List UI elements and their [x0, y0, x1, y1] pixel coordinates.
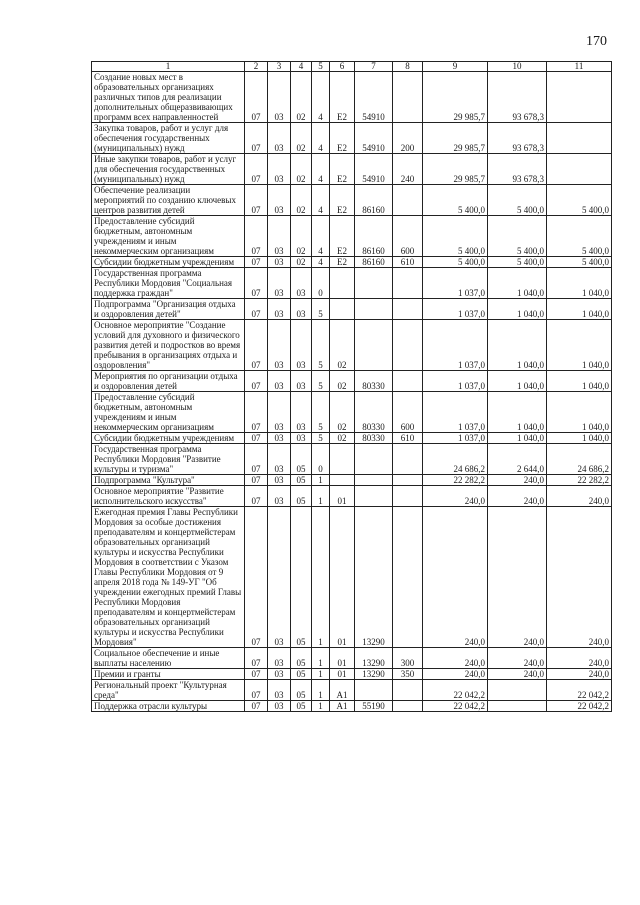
amount-col-9-cell: 29 985,7 — [423, 72, 488, 123]
amount-col-9-cell: 1 037,0 — [423, 392, 488, 433]
amount-col-9-cell: 22 042,2 — [423, 680, 488, 701]
code-subsection-cell: 03 — [268, 507, 291, 648]
code-program-cell: 03 — [291, 433, 312, 444]
code-event-cell: E2 — [330, 154, 355, 185]
amount-col-9-cell: 1 037,0 — [423, 299, 488, 320]
code-program-cell: 02 — [291, 185, 312, 216]
item-name-cell: Субсидии бюджетным учреждениям — [92, 257, 245, 268]
code-section-cell: 07 — [245, 320, 268, 371]
code-section-cell: 07 — [245, 123, 268, 154]
table-row — [92, 299, 612, 320]
item-name-cell: Региональный проект "Культурная среда" — [92, 680, 245, 701]
amount-col-11-cell: 1 040,0 — [547, 392, 612, 433]
code-section-cell: 07 — [245, 444, 268, 475]
code-program-cell: 05 — [291, 486, 312, 507]
code-direction-cell: 13290 — [355, 507, 393, 648]
amount-col-10-cell — [488, 680, 547, 701]
amount-col-9-cell: 1 037,0 — [423, 371, 488, 392]
code-program-cell: 05 — [291, 680, 312, 701]
amount-col-9-cell: 240,0 — [423, 669, 488, 680]
code-expense-type-cell — [393, 72, 423, 123]
table-row — [92, 257, 612, 268]
code-direction-cell: 86160 — [355, 257, 393, 268]
code-event-cell: E2 — [330, 123, 355, 154]
code-subprogram-cell: 5 — [312, 320, 330, 371]
code-subsection-cell: 03 — [268, 216, 291, 257]
item-name-cell: Субсидии бюджетным учреждениям — [92, 433, 245, 444]
amount-col-11-cell: 240,0 — [547, 648, 612, 669]
code-section-cell: 07 — [245, 154, 268, 185]
code-section-cell: 07 — [245, 216, 268, 257]
code-program-cell: 05 — [291, 669, 312, 680]
amount-col-10-cell: 93 678,3 — [488, 123, 547, 154]
code-expense-type-cell: 600 — [393, 216, 423, 257]
code-expense-type-cell: 200 — [393, 123, 423, 154]
table-row — [92, 507, 612, 648]
code-subprogram-cell: 1 — [312, 648, 330, 669]
code-section-cell: 07 — [245, 475, 268, 486]
code-program-cell: 05 — [291, 475, 312, 486]
amount-col-11-cell: 1 040,0 — [547, 320, 612, 371]
amount-col-10-cell: 240,0 — [488, 486, 547, 507]
code-event-cell: 02 — [330, 320, 355, 371]
code-program-cell: 03 — [291, 268, 312, 299]
code-direction-cell: 54910 — [355, 72, 393, 123]
amount-col-11-cell — [547, 154, 612, 185]
code-section-cell: 07 — [245, 185, 268, 216]
amount-col-10-cell: 240,0 — [488, 507, 547, 648]
code-direction-cell: 54910 — [355, 123, 393, 154]
item-name-cell: Подпрограмма "Организация отдыха и оздоровления детей" — [92, 299, 245, 320]
table-row — [92, 648, 612, 669]
amount-col-10-cell: 2 644,0 — [488, 444, 547, 475]
code-expense-type-cell — [393, 444, 423, 475]
code-section-cell: 07 — [245, 392, 268, 433]
code-subsection-cell: 03 — [268, 648, 291, 669]
table-row — [92, 154, 612, 185]
code-subprogram-cell: 5 — [312, 392, 330, 433]
amount-col-9-cell: 5 400,0 — [423, 185, 488, 216]
code-program-cell: 02 — [291, 123, 312, 154]
code-expense-type-cell — [393, 475, 423, 486]
item-name-cell: Иные закупки товаров, работ и услуг для обеспечения государственных (муниципальных) нужд — [92, 154, 245, 185]
code-direction-cell: 86160 — [355, 216, 393, 257]
amount-col-11-cell: 240,0 — [547, 669, 612, 680]
amount-col-11-cell: 22 042,2 — [547, 701, 612, 712]
item-name-cell: Основное мероприятие "Развитие исполнительского искусства" — [92, 486, 245, 507]
amount-col-10-cell: 5 400,0 — [488, 257, 547, 268]
item-name-cell: Подпрограмма "Культура" — [92, 475, 245, 486]
code-event-cell: 01 — [330, 486, 355, 507]
amount-col-11-cell: 5 400,0 — [547, 257, 612, 268]
amount-col-10-cell: 240,0 — [488, 475, 547, 486]
code-subprogram-cell: 1 — [312, 701, 330, 712]
code-subprogram-cell: 4 — [312, 257, 330, 268]
table-row — [92, 433, 612, 444]
table-body — [92, 72, 612, 712]
column-header: 4 — [291, 62, 312, 72]
code-subsection-cell: 03 — [268, 444, 291, 475]
code-direction-cell — [355, 475, 393, 486]
code-expense-type-cell: 350 — [393, 669, 423, 680]
code-subprogram-cell: 4 — [312, 123, 330, 154]
code-event-cell: A1 — [330, 701, 355, 712]
code-subprogram-cell: 4 — [312, 154, 330, 185]
code-subsection-cell: 03 — [268, 680, 291, 701]
amount-col-9-cell: 1 037,0 — [423, 433, 488, 444]
amount-col-10-cell: 240,0 — [488, 648, 547, 669]
column-header: 11 — [547, 62, 612, 72]
code-program-cell: 02 — [291, 154, 312, 185]
code-direction-cell — [355, 299, 393, 320]
amount-col-11-cell: 5 400,0 — [547, 216, 612, 257]
code-subsection-cell: 03 — [268, 268, 291, 299]
code-expense-type-cell — [393, 185, 423, 216]
code-direction-cell: 54910 — [355, 154, 393, 185]
code-direction-cell: 55190 — [355, 701, 393, 712]
amount-col-10-cell: 1 040,0 — [488, 268, 547, 299]
code-program-cell: 03 — [291, 320, 312, 371]
table-row — [92, 185, 612, 216]
code-event-cell: 02 — [330, 392, 355, 433]
item-name-cell: Государственная программа Республики Мордовия "Развитие культуры и туризма" — [92, 444, 245, 475]
code-program-cell: 03 — [291, 299, 312, 320]
item-name-cell: Закупка товаров, работ и услуг для обеспечения государственных (муниципальных) нужд — [92, 123, 245, 154]
code-program-cell: 02 — [291, 72, 312, 123]
amount-col-10-cell: 1 040,0 — [488, 371, 547, 392]
code-section-cell: 07 — [245, 268, 268, 299]
amount-col-9-cell: 240,0 — [423, 507, 488, 648]
item-name-cell: Премии и гранты — [92, 669, 245, 680]
column-header: 5 — [312, 62, 330, 72]
amount-col-10-cell: 1 040,0 — [488, 392, 547, 433]
code-section-cell: 07 — [245, 371, 268, 392]
code-event-cell: A1 — [330, 680, 355, 701]
table-row — [92, 123, 612, 154]
code-expense-type-cell — [393, 701, 423, 712]
table-row — [92, 486, 612, 507]
table-row — [92, 444, 612, 475]
code-section-cell: 07 — [245, 299, 268, 320]
code-subsection-cell: 03 — [268, 433, 291, 444]
amount-col-9-cell: 22 042,2 — [423, 701, 488, 712]
code-subsection-cell: 03 — [268, 257, 291, 268]
code-program-cell: 03 — [291, 392, 312, 433]
code-direction-cell — [355, 320, 393, 371]
table-row — [92, 669, 612, 680]
item-name-cell: Создание новых мест в образовательных организациях различных типов для реализации дополнительных общеразвивающих программ всех направленностей — [92, 72, 245, 123]
code-subsection-cell: 03 — [268, 185, 291, 216]
code-subprogram-cell: 4 — [312, 72, 330, 123]
code-event-cell: 02 — [330, 433, 355, 444]
amount-col-9-cell: 1 037,0 — [423, 320, 488, 371]
code-direction-cell: 13290 — [355, 669, 393, 680]
code-subsection-cell: 03 — [268, 669, 291, 680]
code-subprogram-cell: 0 — [312, 268, 330, 299]
code-subprogram-cell: 1 — [312, 475, 330, 486]
code-event-cell — [330, 444, 355, 475]
amount-col-11-cell: 22 042,2 — [547, 680, 612, 701]
column-header: 9 — [423, 62, 488, 72]
code-section-cell: 07 — [245, 257, 268, 268]
code-program-cell: 05 — [291, 648, 312, 669]
amount-col-9-cell: 24 686,2 — [423, 444, 488, 475]
column-header: 1 — [92, 62, 245, 72]
amount-col-9-cell: 29 985,7 — [423, 154, 488, 185]
item-name-cell: Поддержка отрасли культуры — [92, 701, 245, 712]
table-row — [92, 392, 612, 433]
code-event-cell — [330, 299, 355, 320]
code-program-cell: 05 — [291, 507, 312, 648]
item-name-cell: Обеспечение реализации мероприятий по созданию ключевых центров развития детей — [92, 185, 245, 216]
amount-col-10-cell: 1 040,0 — [488, 320, 547, 371]
code-subsection-cell: 03 — [268, 392, 291, 433]
amount-col-9-cell: 5 400,0 — [423, 216, 488, 257]
code-program-cell: 05 — [291, 444, 312, 475]
amount-col-10-cell: 1 040,0 — [488, 299, 547, 320]
code-program-cell: 03 — [291, 371, 312, 392]
code-event-cell: E2 — [330, 216, 355, 257]
code-section-cell: 07 — [245, 486, 268, 507]
table-row — [92, 680, 612, 701]
code-expense-type-cell: 610 — [393, 257, 423, 268]
amount-col-10-cell: 93 678,3 — [488, 72, 547, 123]
amount-col-9-cell: 240,0 — [423, 486, 488, 507]
code-event-cell — [330, 475, 355, 486]
amount-col-11-cell: 5 400,0 — [547, 185, 612, 216]
code-direction-cell — [355, 268, 393, 299]
item-name-cell: Ежегодная премия Главы Республики Мордовия за особые достижения преподавателям и концертмейстерам образовательных организаций культуры и искусства Республики Мордовия в соответствии с Указом Главы Республики Мордовия от 9 апреля 2018 года № 149-УГ "Об учреждении ежегодных премий Главы Республики Мордовия преподавателям и концертмейстерам образовательных организаций культуры и искусства Республики Мордовия" — [92, 507, 245, 648]
item-name-cell: Государственная программа Республики Мордовия "Социальная поддержка граждан" — [92, 268, 245, 299]
code-subsection-cell: 03 — [268, 320, 291, 371]
code-subprogram-cell: 0 — [312, 444, 330, 475]
table-row — [92, 701, 612, 712]
amount-col-11-cell: 1 040,0 — [547, 299, 612, 320]
code-event-cell: 01 — [330, 648, 355, 669]
code-subprogram-cell: 5 — [312, 433, 330, 444]
table-row — [92, 320, 612, 371]
item-name-cell: Предоставление субсидий бюджетным, автономным учреждениям и иным некоммерческим организациям — [92, 392, 245, 433]
code-expense-type-cell: 300 — [393, 648, 423, 669]
code-section-cell: 07 — [245, 669, 268, 680]
code-event-cell — [330, 268, 355, 299]
table-row — [92, 475, 612, 486]
code-expense-type-cell — [393, 268, 423, 299]
table-row — [92, 371, 612, 392]
code-section-cell: 07 — [245, 433, 268, 444]
code-expense-type-cell — [393, 371, 423, 392]
item-name-cell: Предоставление субсидий бюджетным, автономным учреждениям и иным некоммерческим организациям — [92, 216, 245, 257]
table-header — [92, 62, 612, 72]
code-expense-type-cell: 600 — [393, 392, 423, 433]
code-subsection-cell: 03 — [268, 123, 291, 154]
amount-col-9-cell: 5 400,0 — [423, 257, 488, 268]
code-subprogram-cell: 1 — [312, 669, 330, 680]
code-subsection-cell: 03 — [268, 486, 291, 507]
amount-col-11-cell: 24 686,2 — [547, 444, 612, 475]
column-header: 6 — [330, 62, 355, 72]
code-section-cell: 07 — [245, 701, 268, 712]
code-program-cell: 05 — [291, 701, 312, 712]
table-row — [92, 72, 612, 123]
amount-col-11-cell: 1 040,0 — [547, 371, 612, 392]
column-header: 8 — [393, 62, 423, 72]
amount-col-10-cell: 1 040,0 — [488, 433, 547, 444]
code-subsection-cell: 03 — [268, 154, 291, 185]
code-program-cell: 02 — [291, 257, 312, 268]
amount-col-9-cell: 22 282,2 — [423, 475, 488, 486]
code-direction-cell — [355, 680, 393, 701]
code-section-cell: 07 — [245, 507, 268, 648]
amount-col-10-cell — [488, 701, 547, 712]
code-event-cell: 01 — [330, 507, 355, 648]
page-number: 170 — [586, 34, 607, 49]
amount-col-9-cell: 29 985,7 — [423, 123, 488, 154]
code-direction-cell: 13290 — [355, 648, 393, 669]
code-subsection-cell: 03 — [268, 299, 291, 320]
code-direction-cell: 86160 — [355, 185, 393, 216]
column-header: 2 — [245, 62, 268, 72]
code-subprogram-cell: 4 — [312, 216, 330, 257]
code-expense-type-cell: 240 — [393, 154, 423, 185]
amount-col-10-cell: 5 400,0 — [488, 216, 547, 257]
code-subprogram-cell: 5 — [312, 299, 330, 320]
amount-col-11-cell: 240,0 — [547, 486, 612, 507]
code-event-cell: E2 — [330, 72, 355, 123]
column-header: 10 — [488, 62, 547, 72]
code-expense-type-cell — [393, 486, 423, 507]
code-section-cell: 07 — [245, 72, 268, 123]
code-event-cell: 01 — [330, 669, 355, 680]
item-name-cell: Социальное обеспечение и иные выплаты населению — [92, 648, 245, 669]
code-direction-cell: 80330 — [355, 371, 393, 392]
amount-col-11-cell: 1 040,0 — [547, 433, 612, 444]
code-expense-type-cell — [393, 320, 423, 371]
budget-table — [91, 61, 612, 712]
table-row — [92, 268, 612, 299]
column-header: 3 — [268, 62, 291, 72]
code-direction-cell — [355, 444, 393, 475]
code-subprogram-cell: 1 — [312, 507, 330, 648]
code-expense-type-cell: 610 — [393, 433, 423, 444]
code-expense-type-cell — [393, 507, 423, 648]
code-program-cell: 02 — [291, 216, 312, 257]
code-subsection-cell: 03 — [268, 701, 291, 712]
item-name-cell: Основное мероприятие "Создание условий для духовного и физического развития детей и подростков во время пребывания в организациях отдыха и оздоровления" — [92, 320, 245, 371]
amount-col-11-cell: 1 040,0 — [547, 268, 612, 299]
code-section-cell: 07 — [245, 648, 268, 669]
column-header: 7 — [355, 62, 393, 72]
code-event-cell: 02 — [330, 371, 355, 392]
code-subprogram-cell: 5 — [312, 371, 330, 392]
amount-col-11-cell: 240,0 — [547, 507, 612, 648]
code-section-cell: 07 — [245, 680, 268, 701]
code-subprogram-cell: 1 — [312, 486, 330, 507]
code-subsection-cell: 03 — [268, 371, 291, 392]
amount-col-10-cell: 93 678,3 — [488, 154, 547, 185]
amount-col-9-cell: 240,0 — [423, 648, 488, 669]
code-subprogram-cell: 4 — [312, 185, 330, 216]
code-subsection-cell: 03 — [268, 72, 291, 123]
code-expense-type-cell — [393, 680, 423, 701]
amount-col-10-cell: 240,0 — [488, 669, 547, 680]
amount-col-9-cell: 1 037,0 — [423, 268, 488, 299]
item-name-cell: Мероприятия по организации отдыха и оздоровления детей — [92, 371, 245, 392]
table-row — [92, 216, 612, 257]
code-subsection-cell: 03 — [268, 475, 291, 486]
amount-col-11-cell: 22 282,2 — [547, 475, 612, 486]
code-direction-cell: 80330 — [355, 433, 393, 444]
code-direction-cell — [355, 486, 393, 507]
code-event-cell: E2 — [330, 257, 355, 268]
code-event-cell: E2 — [330, 185, 355, 216]
amount-col-11-cell — [547, 72, 612, 123]
code-direction-cell: 80330 — [355, 392, 393, 433]
amount-col-10-cell: 5 400,0 — [488, 185, 547, 216]
amount-col-11-cell — [547, 123, 612, 154]
code-expense-type-cell — [393, 299, 423, 320]
code-subprogram-cell: 1 — [312, 680, 330, 701]
